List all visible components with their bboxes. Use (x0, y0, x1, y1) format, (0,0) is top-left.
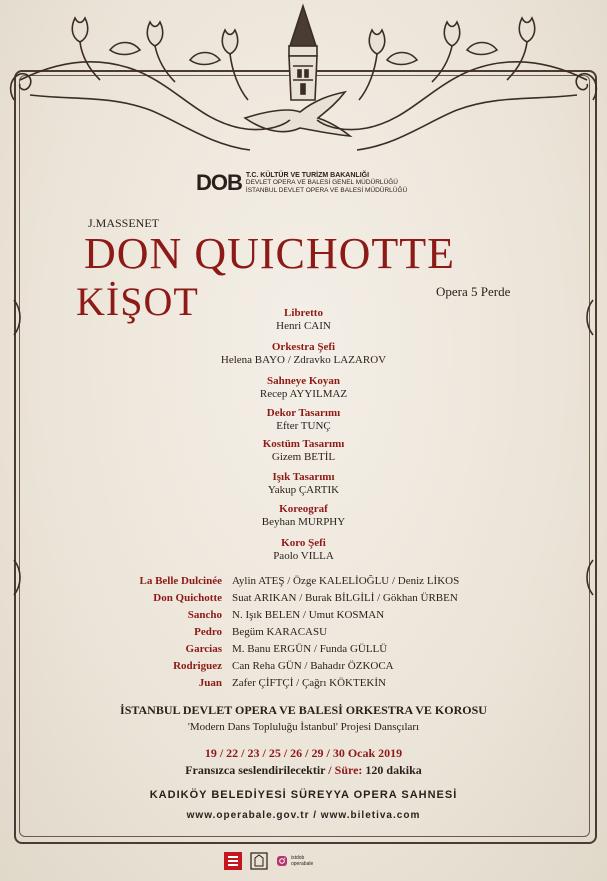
social-handle-list (291, 855, 313, 867)
instagram-icon (276, 855, 288, 867)
dob-logo: DOB (196, 170, 242, 195)
cast-name: Begüm KARACASU (232, 625, 328, 638)
credit-name: Gizem BETİL (271, 451, 336, 463)
institution-line: DEVLET OPERA VE BALESİ GENEL MÜDÜRLÜĞÜ (245, 179, 398, 187)
cast-row (0, 657, 607, 674)
social-handle: operabale (291, 861, 314, 867)
credit-name: Beyhan MURPHY (261, 516, 346, 528)
credit-name: Efter TUNÇ (276, 420, 331, 432)
credit-item (0, 341, 607, 375)
cast-role: Sancho (187, 608, 222, 621)
separator: / (328, 763, 332, 777)
institution-lines (246, 172, 407, 195)
credit-role: Işık Tasarımı (272, 471, 335, 483)
credit-name: Yakup ÇARTIK (267, 484, 340, 496)
institution-line: T.C. KÜLTÜR VE TURİZM BAKANLIĞI (245, 171, 370, 179)
credit-role: Libretto (284, 307, 323, 319)
municipality-logo-icon (250, 852, 268, 870)
credit-name: Henri CAIN (276, 320, 331, 332)
cast-name: Can Reha GÜN / Bahadır ÖZKOCA (232, 659, 394, 672)
cast-row (0, 674, 607, 691)
performance-dates: 19 / 22 / 23 / 25 / 26 / 29 / 30 Ocak 2019 (204, 746, 403, 760)
cast-name: M. Banu ERGÜN / Funda GÜLLÜ (232, 642, 388, 655)
composer: J.MASSENET (88, 216, 160, 230)
website-links[interactable]: www.operabale.gov.tr / www.biletiva.com (186, 810, 421, 821)
language-duration (0, 763, 607, 778)
credit-role: Koro Şefi (281, 537, 326, 549)
cast-list (0, 572, 607, 691)
title-turkish: KİŞOT (76, 279, 199, 324)
credit-role: Orkestra Şefi (271, 341, 336, 353)
credit-role: Kostüm Tasarımı (262, 438, 345, 450)
cast-row (0, 589, 607, 606)
subtitle: Opera 5 Perde (436, 284, 511, 299)
credit-role: Koreograf (279, 503, 328, 515)
duration: 120 dakika (365, 763, 422, 777)
cast-name: Zafer ÇİFTÇİ / Çağrı KÖKTEKİN (232, 676, 386, 689)
cast-name: Aylin ATEŞ / Özge KALELİOĞLU / Deniz LİKOS (232, 574, 460, 587)
cast-role: Rodriguez (173, 659, 222, 672)
orchestra: İSTANBUL DEVLET OPERA VE BALESİ ORKESTRA VE KOROSU (120, 703, 487, 717)
credit-name: Paolo VILLA (273, 550, 334, 562)
galata-tower-icon (289, 6, 317, 100)
cast-row (0, 623, 607, 640)
ministry-logo-icon (224, 852, 242, 870)
credit-item (0, 503, 607, 537)
credit-item (0, 307, 607, 341)
page-title: DON QUICHOTTE (84, 229, 456, 278)
institution-line: İSTANBUL DEVLET OPERA VE BALESİ MÜDÜRLÜĞÜ (245, 186, 408, 194)
credit-item (0, 438, 607, 471)
credit-name: Helena BAYO / Zdravko LAZAROV (220, 354, 387, 366)
cast-role: Pedro (194, 625, 222, 638)
cast-row (0, 572, 607, 589)
venue: KADIKÖY BELEDİYESİ SÜREYYA OPERA SAHNESİ (149, 789, 458, 801)
language-note: Fransızca seslendirilecektir (185, 763, 326, 777)
institution-logo (196, 170, 407, 196)
credit-item (0, 407, 607, 438)
cast-row (0, 606, 607, 623)
credit-name: Recep AYYILMAZ (259, 388, 348, 400)
cast-role: Garcias (185, 642, 222, 655)
social-handle: istdob (291, 855, 305, 861)
credit-role: Dekor Tasarımı (266, 407, 341, 419)
credit-item (0, 537, 607, 567)
cast-row (0, 640, 607, 657)
project-note: 'Modern Dans Topluluğu İstanbul' Projesi Dansçıları (187, 721, 420, 733)
duration-label: Süre: (334, 763, 363, 777)
cast-name: Suat ARIKAN / Burak BİLGİLİ / Gökhan ÜRBEN (232, 591, 458, 604)
cast-role: Don Quichotte (153, 591, 222, 604)
cast-role: La Belle Dulcinée (139, 574, 222, 587)
cast-name: N. Işık BELEN / Umut KOSMAN (232, 608, 385, 621)
credit-role: Sahneye Koyan (266, 375, 341, 387)
social-handles[interactable] (276, 855, 313, 867)
footer-logos (224, 852, 313, 870)
credit-item (0, 471, 607, 503)
credit-item (0, 375, 607, 407)
cast-role: Juan (198, 676, 222, 689)
credits-list (0, 307, 607, 567)
